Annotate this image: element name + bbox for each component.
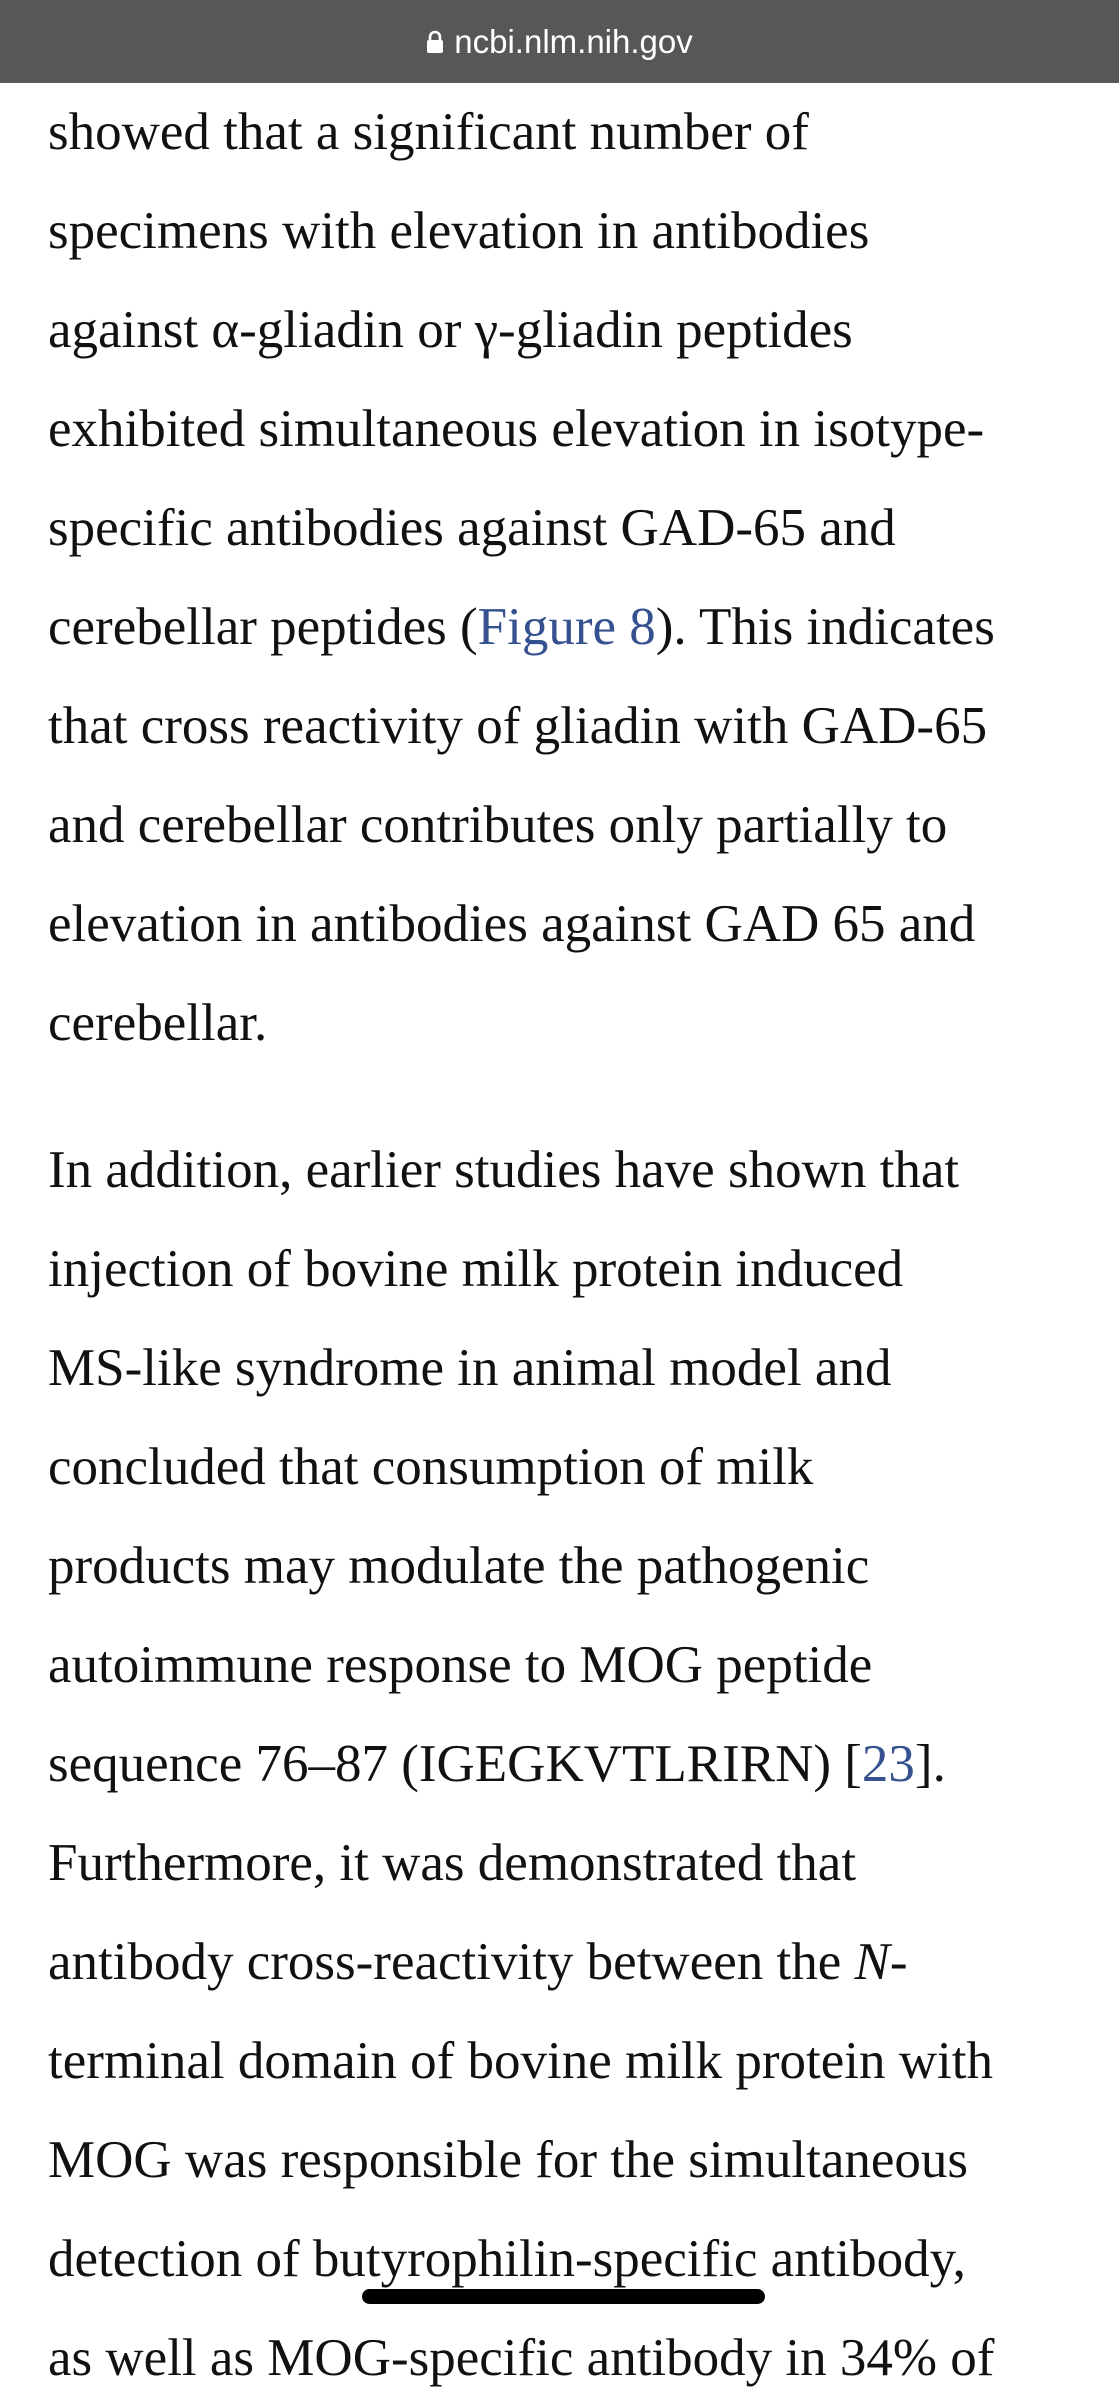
text-fragment: sequence 76–87 (IGEGKVTLRIRN) [ xyxy=(48,1735,862,1793)
text-line: that cross reactivity of gliadin with GAD-65 xyxy=(48,697,988,755)
text-line xyxy=(48,1913,1078,2012)
text-fragment: antibody cross-reactivity between the xyxy=(48,1933,855,1991)
text-line: injection of bovine milk protein induced xyxy=(48,1240,904,1298)
text-fragment: - xyxy=(889,1933,908,1991)
paragraph-1 xyxy=(48,83,1078,1073)
text-line: specific antibodies against GAD-65 and xyxy=(48,499,896,557)
browser-address-bar[interactable] xyxy=(0,0,1119,83)
text-line: as well as MOG-specific antibody in 34% of xyxy=(48,2329,995,2387)
url-text: ncbi.nlm.nih.gov xyxy=(454,22,693,60)
paragraph-2 xyxy=(48,1121,1078,2408)
reference-23-link[interactable]: 23 xyxy=(861,1735,915,1793)
text-line: specimens with elevation in antibodies xyxy=(48,202,870,260)
text-line: In addition, earlier studies have shown that xyxy=(48,1141,960,1199)
text-line: products may modulate the pathogenic xyxy=(48,1537,870,1595)
text-fragment: ]. xyxy=(914,1735,946,1793)
text-line: terminal domain of bovine milk protein with xyxy=(48,2032,993,2090)
article-body xyxy=(48,83,1078,2408)
text-line: autoimmune response to MOG peptide xyxy=(48,1636,873,1694)
text-fragment: cerebellar peptides ( xyxy=(48,598,478,656)
italic-text: N xyxy=(854,1933,890,1991)
text-line: Furthermore, it was demonstrated that xyxy=(48,1834,857,1892)
text-line: MS-like syndrome in animal model and xyxy=(48,1339,892,1397)
text-line xyxy=(48,578,1078,677)
url-display[interactable] xyxy=(426,23,692,61)
text-fragment: ). This indicates xyxy=(655,598,995,656)
text-line: detection of butyrophilin-specific antibody, xyxy=(48,2230,966,2288)
text-line: cerebellar. xyxy=(48,994,268,1052)
text-line: against α-gliadin or γ-gliadin peptides xyxy=(48,301,853,359)
lock-icon xyxy=(426,30,444,54)
figure-8-link[interactable]: Figure 8 xyxy=(477,598,656,656)
text-line: concluded that consumption of milk xyxy=(48,1438,814,1496)
text-line: exhibited simultaneous elevation in isotype- xyxy=(48,400,985,458)
text-line: showed that a significant number of xyxy=(48,103,809,161)
text-line xyxy=(48,1715,1078,1814)
text-line: and cerebellar contributes only partially to xyxy=(48,796,948,854)
text-line: MOG was responsible for the simultaneous xyxy=(48,2131,968,2189)
home-indicator[interactable] xyxy=(362,2289,765,2304)
text-line: elevation in antibodies against GAD 65 and xyxy=(48,895,976,953)
